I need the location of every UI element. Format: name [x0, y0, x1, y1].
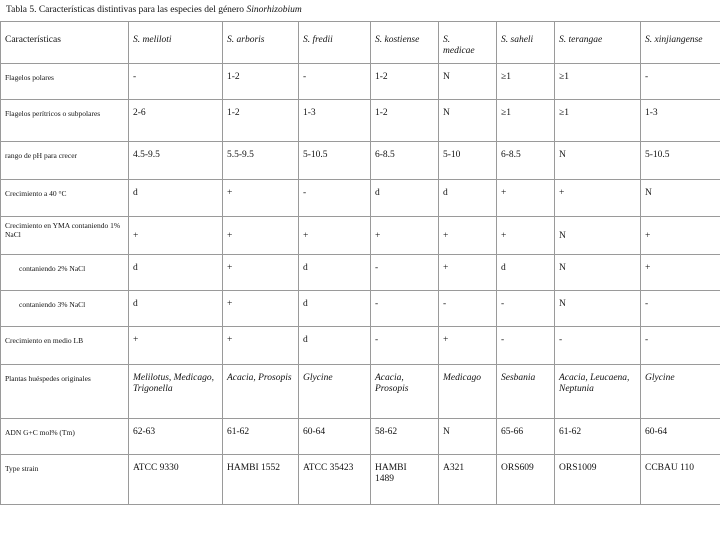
table-cell: - [497, 327, 555, 365]
table-cell: 1-2 [223, 64, 299, 100]
table-cell: 5-10.5 [299, 142, 371, 180]
row-label: contaniendo 2% NaCl [1, 255, 129, 291]
table-cell: 60-64 [641, 419, 720, 455]
table-cell: + [129, 217, 223, 255]
table-cell: Acacia, Leucaena, Neptunia [555, 365, 641, 419]
table-row [1, 100, 720, 142]
table-cell: d [129, 180, 223, 217]
table-cell: d [497, 255, 555, 291]
table-cell: 5.5-9.5 [223, 142, 299, 180]
table-cell: + [371, 217, 439, 255]
table-cell: N [555, 217, 641, 255]
table-cell: 1-3 [641, 100, 720, 142]
table-cell: + [641, 255, 720, 291]
table-cell: d [129, 255, 223, 291]
table-cell: + [439, 217, 497, 255]
table-cell: N [439, 419, 497, 455]
table-cell: 61-62 [555, 419, 641, 455]
table-row [1, 365, 720, 419]
row-label: Flagelos perítricos o subpolares [1, 100, 129, 142]
table-cell: - [439, 291, 497, 327]
species-header: S. terangae [555, 22, 641, 64]
table-cell: + [223, 291, 299, 327]
table-cell: 1-2 [223, 100, 299, 142]
table-row [1, 291, 720, 327]
table-cell: CCBAU 110 [641, 455, 720, 505]
header-corner: Características [1, 22, 129, 64]
table-cell: + [223, 217, 299, 255]
table-row [1, 217, 720, 255]
table-cell: + [641, 217, 720, 255]
table-cell: ATCC 9330 [129, 455, 223, 505]
table-cell: + [223, 327, 299, 365]
table-cell: 5-10.5 [641, 142, 720, 180]
table-cell: HAMBI 1552 [223, 455, 299, 505]
table-cell: Sesbania [497, 365, 555, 419]
table-cell: - [641, 291, 720, 327]
table-cell: N [439, 100, 497, 142]
table-row [1, 142, 720, 180]
table-row [1, 327, 720, 365]
table-cell: N [555, 255, 641, 291]
table-cell: + [555, 180, 641, 217]
table-cell: - [497, 291, 555, 327]
table-cell: ORS609 [497, 455, 555, 505]
table-cell: 1-3 [299, 100, 371, 142]
table-caption [6, 4, 302, 16]
table-cell: N [555, 142, 641, 180]
table-cell: - [555, 327, 641, 365]
table-cell: ≥1 [555, 64, 641, 100]
species-header: S. fredii [299, 22, 371, 64]
species-header: S. arboris [223, 22, 299, 64]
row-label: Type strain [1, 455, 129, 505]
table-cell: + [497, 217, 555, 255]
table-cell: 6-8.5 [371, 142, 439, 180]
table-cell: ≥1 [555, 100, 641, 142]
table-cell: - [641, 64, 720, 100]
header-row [1, 22, 720, 64]
table-cell: + [299, 217, 371, 255]
species-header: S. medicae [439, 22, 497, 64]
table-cell: + [497, 180, 555, 217]
table-cell: - [299, 64, 371, 100]
table-cell: HAMBI 1489 [371, 455, 439, 505]
table-cell: ≥1 [497, 100, 555, 142]
table-cell: d [129, 291, 223, 327]
table-cell: - [129, 64, 223, 100]
table-row [1, 180, 720, 217]
table-cell: N [555, 291, 641, 327]
species-header: S. kostiense [371, 22, 439, 64]
table-cell: N [641, 180, 720, 217]
table-cell: 1-2 [371, 64, 439, 100]
caption-genus: Sinorhizobium [246, 5, 302, 15]
row-label: Plantas huéspedes originales [1, 365, 129, 419]
table-cell: d [299, 291, 371, 327]
table-cell: ORS1009 [555, 455, 641, 505]
table-cell: - [371, 327, 439, 365]
table-row [1, 64, 720, 100]
table-cell: ATCC 35423 [299, 455, 371, 505]
table-cell: 60-64 [299, 419, 371, 455]
table-cell: d [299, 255, 371, 291]
table-cell: Melilotus, Medicago, Trigonella [129, 365, 223, 419]
table-cell: 2-6 [129, 100, 223, 142]
table-cell: Acacia, Prosopis [371, 365, 439, 419]
table-cell: 6-8.5 [497, 142, 555, 180]
table-cell: + [439, 255, 497, 291]
species-header: S. meliloti [129, 22, 223, 64]
table-cell: 5-10 [439, 142, 497, 180]
table-cell: d [439, 180, 497, 217]
table-cell: 1-2 [371, 100, 439, 142]
row-label: rango de pH para crecer [1, 142, 129, 180]
table-cell: d [299, 327, 371, 365]
table-cell: Acacia, Prosopis [223, 365, 299, 419]
table-row [1, 255, 720, 291]
table-cell: 65-66 [497, 419, 555, 455]
row-label: Crecimiento a 40 °C [1, 180, 129, 217]
table-cell: + [439, 327, 497, 365]
caption-prefix: Tabla 5. Características distintivas para las especies del género [6, 5, 247, 15]
table-cell: ≥1 [497, 64, 555, 100]
species-header: S. saheli [497, 22, 555, 64]
table-cell: 58-62 [371, 419, 439, 455]
species-header: S. xinjiangense [641, 22, 720, 64]
table-row [1, 455, 720, 505]
table-cell: N [439, 64, 497, 100]
table-cell: + [223, 180, 299, 217]
table-cell: Glycine [641, 365, 720, 419]
table-row [1, 419, 720, 455]
table-cell: 4.5-9.5 [129, 142, 223, 180]
table-cell: 61-62 [223, 419, 299, 455]
table-cell: 62-63 [129, 419, 223, 455]
row-label: Flagelos polares [1, 64, 129, 100]
table-cell: - [371, 255, 439, 291]
table-cell: d [371, 180, 439, 217]
row-label: contaniendo 3% NaCl [1, 291, 129, 327]
row-label: ADN G+C mol% (Tm) [1, 419, 129, 455]
table-cell: - [641, 327, 720, 365]
table-cell: - [299, 180, 371, 217]
table-cell: + [129, 327, 223, 365]
row-label: Crecimiento en medio LB [1, 327, 129, 365]
table-cell: Medicago [439, 365, 497, 419]
table-cell: Glycine [299, 365, 371, 419]
table-cell: + [223, 255, 299, 291]
row-label: Crecimiento en YMA contaniendo 1% NaCl [1, 217, 129, 255]
characteristics-table [0, 21, 720, 505]
table-cell: A321 [439, 455, 497, 505]
table-cell: - [371, 291, 439, 327]
